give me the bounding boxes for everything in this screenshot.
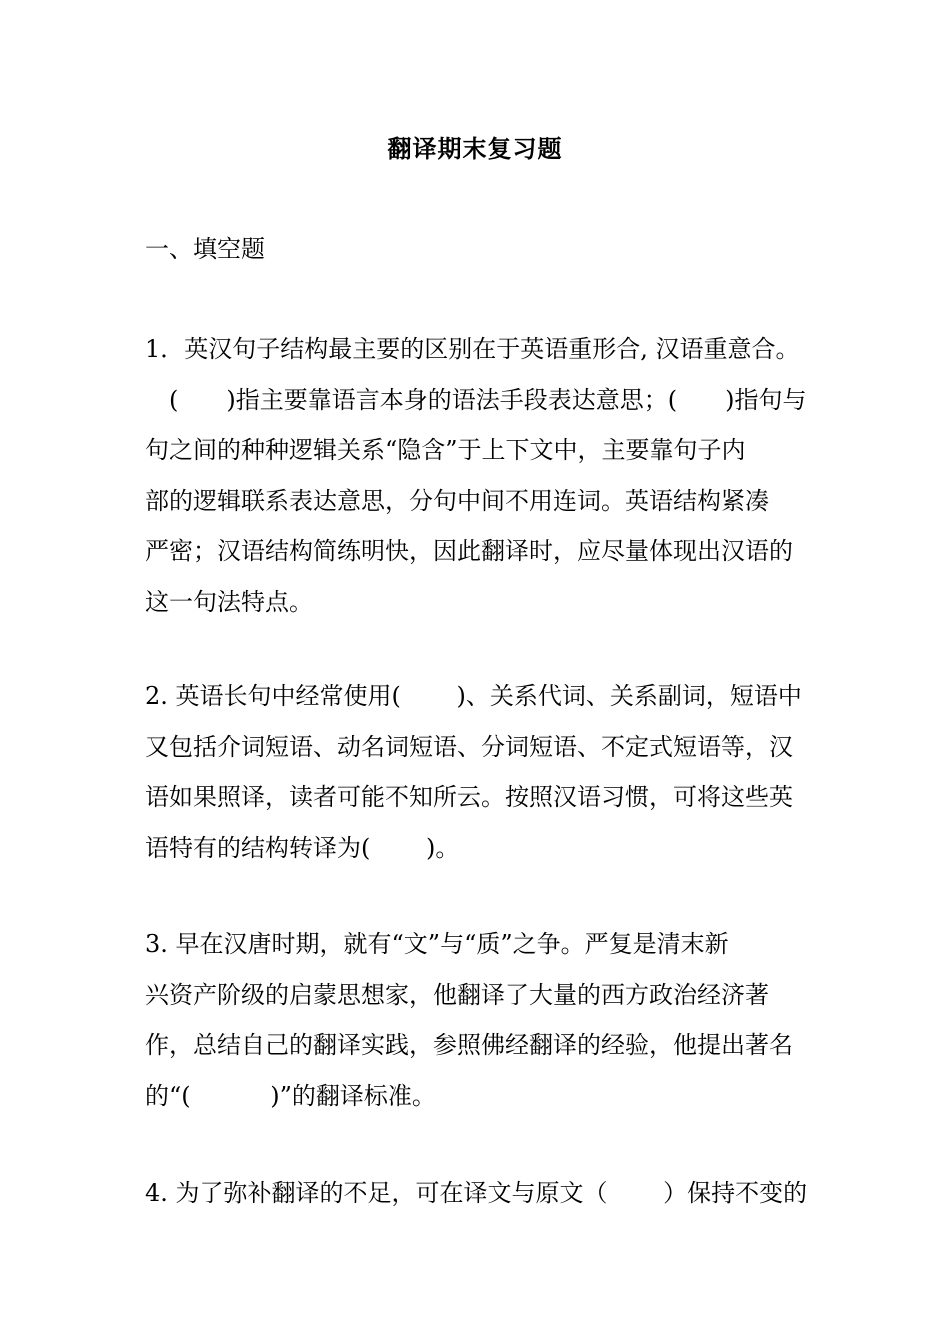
question-line: 的“( )”的翻译标准。 [145, 1081, 436, 1110]
question-line: 又包括介词短语、动名词短语、分词短语、不定式短语等，汉 [145, 732, 793, 761]
question-2 [145, 671, 825, 873]
question-1 [145, 324, 825, 627]
question-line: 作，总结自己的翻译实践，参照佛经翻译的经验，他提出著名 [145, 1031, 793, 1059]
document-title: 翻译期末复习题 [387, 134, 563, 163]
question-line: ( )指主要靠语言本身的语法手段表达意思；( )指句与 [145, 385, 807, 414]
question-line: 这一句法特点。 [145, 587, 313, 616]
section-heading: 一、填空题 [145, 235, 265, 263]
question-3 [145, 919, 825, 1121]
question-4 [145, 1168, 825, 1219]
question-line: 2. 英语长句中经常使用( )、关系代词、关系副词，短语中 [145, 682, 802, 710]
question-line: 严密；汉语结构简练明快，因此翻译时，应尽量体现出汉语的 [145, 537, 793, 565]
question-line: 兴资产阶级的启蒙思想家，他翻译了大量的西方政治经济著 [145, 980, 769, 1009]
question-line: 句之间的种种逻辑关系“隐含”于上下文中，主要靠句子内 [145, 436, 746, 464]
question-line: 语特有的结构转译为( )。 [145, 833, 460, 862]
question-line: 1．英汉句子结构最主要的区别在于英语重形合, 汉语重意合。 [145, 335, 800, 363]
question-line: 部的逻辑联系表达意思，分句中间不用连词。英语结构紧凑 [145, 486, 769, 515]
question-line: 语如果照译，读者可能不知所云。按照汉语习惯，可将这些英 [145, 783, 793, 811]
question-line: 4. 为了弥补翻译的不足，可在译文与原文（ ）保持不变的 [145, 1179, 808, 1207]
question-line: 3. 早在汉唐时期，就有“文”与“质”之争。严复是清末新 [145, 930, 729, 958]
